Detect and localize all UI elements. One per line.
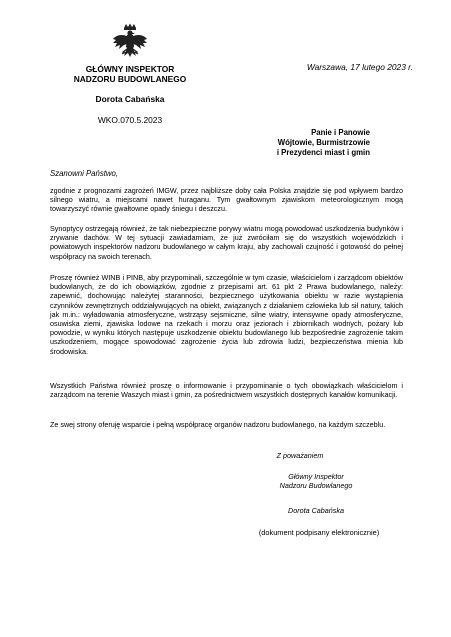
body-paragraph: Proszę również WINB i PINB, aby przypominali, szczególnie w tym czasie, właścicielom i zarządcom obiektów budowlanych, że do ich obowiązków, zgodnie z przepisami art. 61 pkt 2 Prawa budowlanego, należy: zapewnić, dochowując należytej staranności, bezpiecznego użytkowania obiektu w razie wystąpienia czynników zewnętrznych oddziaływujących na obiekt, związanych z działaniem człowieka lub sił natury, takich jak m.in.: wyładowania atmosferyczne, wstrząsy sejsmiczne, silne wiatry, intensywne opady atmosferyczne, osuwiska ziemi, zjawiska lodowe na rzekach i morzu oraz jeziorach i zbiornikach wodnych, pożary lub powodzie, w wyniku których następuje uszkodzenie obiektu budowlanego lub bezpośrednie zagrożenie takim uszkodzeniem, mogące spowodować zagrożenie życia lub zdrowia ludzi, bezpieczeństwa mienia lub środowiska. (50, 273, 403, 356)
recipient-line-1: Panie i Panowie (311, 128, 370, 137)
org-line-1: GŁÓWNY INSPEKTOR (85, 64, 175, 74)
signatory-title-line-1: Główny Inspektor (288, 472, 344, 481)
issuing-authority (60, 64, 200, 84)
place-and-date: Warszawa, 17 lutego 2023 r. (306, 62, 413, 72)
recipient-line-3: i Prezydenci miast i gmin (276, 148, 370, 158)
recipients-block (236, 128, 370, 159)
signatory-title-line-2: Nadzoru Budowlanego (279, 481, 353, 491)
salutation: Szanowni Państwo, (50, 169, 119, 178)
body-paragraph: Synoptycy ostrzegają również, że tak niebezpieczne porywy wiatru mogą powodować uszkodzenia budynków i zrywanie dachów. W tej sytuacji zawiadamiam, że już zwróciłam się do wszystkich wojewódzkich i powiatowych inspektorów nadzoru budowlanego w całym kraju, aby zachowali czujność i gotowość do pełnej współpracy na swoich terenach. (50, 224, 403, 261)
signatory-title (276, 472, 356, 490)
signatory-name: Dorota Cabańska (288, 506, 344, 515)
body-paragraph: Ze swej strony oferuję wsparcie i pełną współpracę organów nadzoru budowlanego, na każdym szczeblu. (50, 420, 386, 429)
reference-number: WKO.070.5.2023 (97, 115, 163, 125)
closing-phrase: Z poważaniem (276, 451, 324, 460)
electronic-signature-note: (dokument podpisany elektronicznie) (258, 528, 380, 537)
org-line-2: NADZORU BUDOWLANEGO (73, 74, 187, 84)
recipient-line-2: Wójtowie, Burmistrzowie (277, 138, 370, 148)
body-paragraph: zgodnie z prognozami zagrożeń IMGW, przez najbliższe doby cała Polska znajdzie się pod wpływem bardzo silnego wiatru, a miejscami nawet huraganu. Tym gwałtownym zjawiskom meteorologicznym mogą towarzyszyć równie gwałtowne opady śniegu i deszczu. (50, 186, 403, 214)
signer-name-header: Dorota Cabańska (95, 94, 165, 104)
polish-eagle-emblem-icon (112, 23, 148, 63)
body-paragraph: Wszystkich Państwa również proszę o informowanie i przypominanie o tych obowiązkach właścicielom i zarządcom na terenie Waszych miast i gmin, za pośrednictwem wszystkich dostępnych kanałów komunikacji. (50, 381, 403, 400)
